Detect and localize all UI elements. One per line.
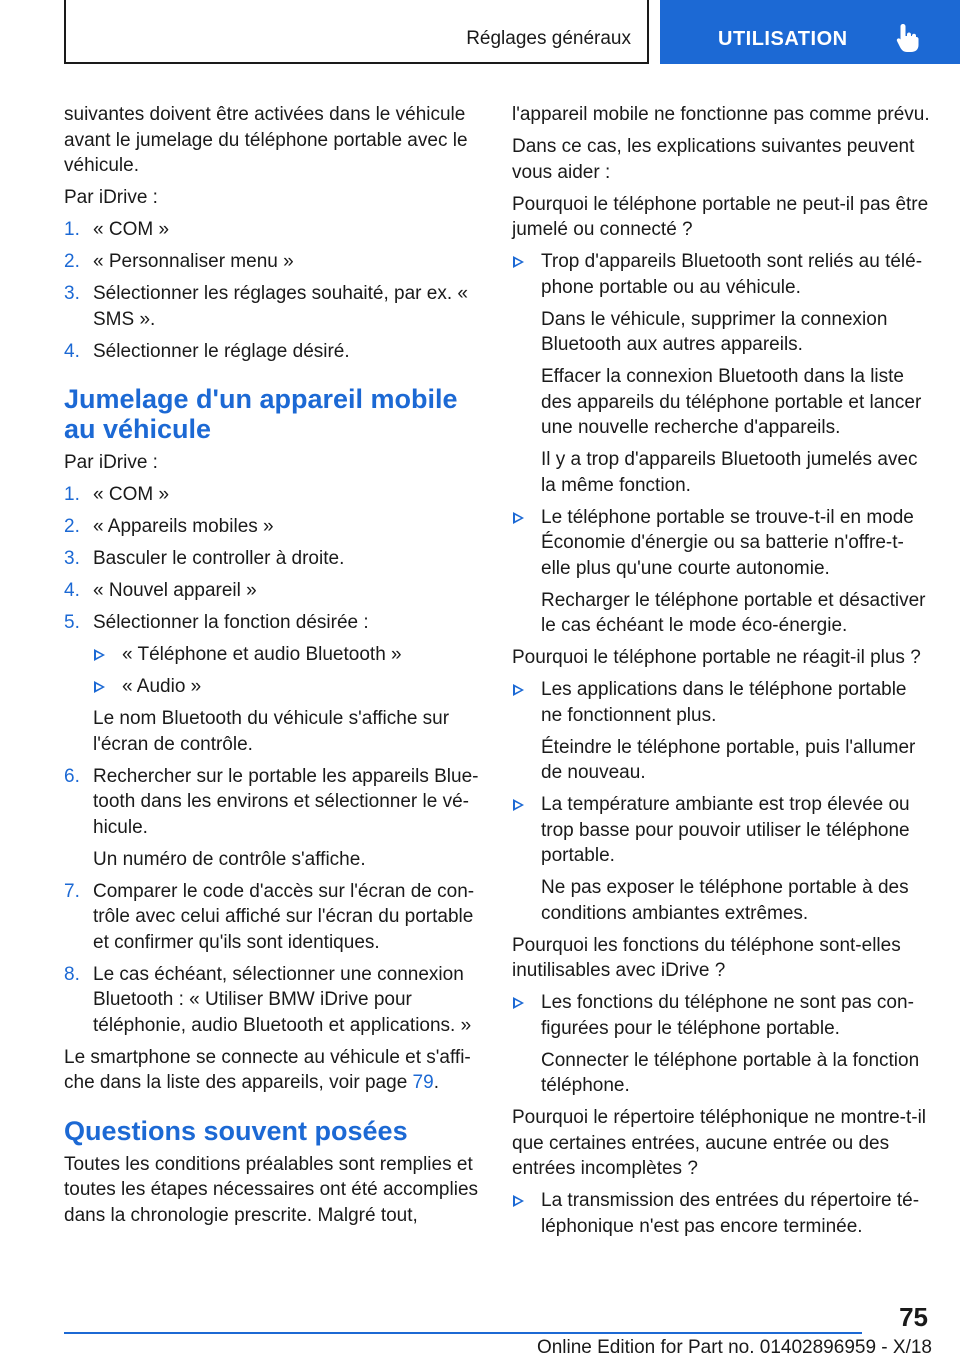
header-chapter-title: UTILISATION: [718, 28, 848, 50]
paragraph: Par iDrive :: [64, 452, 158, 473]
list-text: Sélectionner la fonction désirée :: [93, 612, 369, 633]
pointing-hand-icon: [894, 22, 922, 54]
list-item: [64, 962, 480, 1039]
list-item: [64, 546, 480, 572]
bullet-text: Les fonctions du téléphone ne sont pas configurées pour le téléphone portable.: [541, 992, 914, 1039]
bullet-item: [93, 642, 480, 668]
bullet-item: [512, 249, 930, 498]
right-column: [512, 102, 930, 1246]
list-text: Sélectionner le réglage désiré.: [93, 340, 350, 362]
bullet-item: [512, 1188, 930, 1239]
sub-paragraph: Connecter le téléphone portable à la fonction téléphone.: [541, 1049, 920, 1096]
sub-paragraph: Éteindre le téléphone portable, puis l'allumer de nouveau.: [541, 736, 916, 783]
bullet-item: [512, 792, 930, 926]
left-column: [64, 102, 480, 1235]
triangle-bullet-icon: [94, 681, 105, 693]
list-number: 2.: [64, 516, 80, 537]
question: Pourquoi les fonctions du téléphone sont-elles inutilisables avec iDrive ?: [512, 934, 901, 981]
list-item: [64, 482, 480, 508]
list-number: 4.: [64, 340, 80, 362]
bullet-item: [512, 505, 930, 639]
sub-paragraph: Il y a trop d'appareils Bluetooth jumelés avec la même fonction.: [541, 449, 918, 496]
sub-paragraph: Dans le véhicule, supprimer la connexion Bluetooth aux autres appareils.: [541, 308, 888, 355]
list-number: 8.: [64, 963, 80, 985]
list-number: 4.: [64, 580, 80, 601]
bullet-text: « Téléphone et audio Bluetooth »: [122, 644, 402, 665]
question: Pourquoi le téléphone portable ne réagit-il plus ?: [512, 647, 921, 668]
paragraph: Toutes les conditions préalables sont remplies et toutes les étapes nécessaires ont été accomplies dans la chronologie prescrite. Malgré tout,: [64, 1153, 479, 1226]
triangle-bullet-icon: [513, 799, 524, 811]
header-section-title: Réglages généraux: [466, 28, 631, 49]
section-heading: Jumelage d'un appareil mobile au véhicule: [64, 384, 458, 444]
list-text: Basculer le controller à droite.: [93, 548, 345, 569]
bullet-text: Trop d'appareils Bluetooth sont reliés au téléphone portable ou au véhicule.: [541, 251, 923, 298]
footer-edition: Online Edition for Part no. 01402896959 - X/18: [536, 1337, 932, 1358]
list-text: « COM »: [93, 484, 170, 505]
list-number: 7.: [64, 880, 80, 902]
list-text: « Appareils mobiles »: [93, 516, 274, 537]
list-text: Le cas échéant, sélectionner une connexion Bluetooth : « Utiliser BMW iDrive pour téléphonie, audio Bluetooth et applications. »: [93, 963, 472, 1036]
sub-paragraph: Un numéro de contrôle s'affiche.: [93, 848, 366, 870]
list-item: [64, 339, 480, 365]
footer-divider: [64, 1332, 862, 1334]
list-text: Comparer le code d'accès sur l'écran de contrôle avec celui affiché sur l'écran du portable et confirmer qu'ils sont identiques.: [93, 880, 475, 953]
question: Pourquoi le téléphone portable ne peut-il pas être jumelé ou connecté ?: [512, 193, 929, 240]
list-item: [64, 217, 480, 243]
triangle-bullet-icon: [513, 997, 524, 1009]
bullet-item: [512, 990, 930, 1099]
question: Pourquoi le répertoire téléphonique ne montre-t-il que certaines entrées, aucune entrée ou des entrées incomplètes ?: [512, 1107, 927, 1179]
triangle-bullet-icon: [513, 512, 524, 524]
paragraph: [64, 1045, 480, 1096]
sub-paragraph: Le nom Bluetooth du véhicule s'affiche sur l'écran de contrôle.: [93, 708, 450, 755]
paragraph: Par iDrive :: [64, 187, 158, 208]
sub-paragraph: Effacer la connexion Bluetooth dans la liste des appareils du téléphone portable et lancer une nouvelle recherche d'appareils.: [541, 366, 922, 438]
bullet-text: La température ambiante est trop élevée ou trop basse pour pouvoir utiliser le téléphone portable.: [541, 794, 910, 866]
list-number: 1.: [64, 219, 80, 240]
list-item: [64, 514, 480, 540]
bullet-text: « Audio »: [122, 676, 202, 697]
paragraph: Dans ce cas, les explications suivantes peuvent vous aider :: [512, 136, 915, 183]
paragraph: l'appareil mobile ne fonctionne pas comme prévu.: [512, 104, 930, 125]
list-item: [64, 610, 480, 757]
list-item: [64, 879, 480, 956]
bullet-text: Les applications dans le téléphone portable ne fonctionnent plus.: [541, 679, 907, 726]
triangle-bullet-icon: [513, 1195, 524, 1207]
list-text: Sélectionner les réglages souhaité, par ex. « SMS ».: [93, 283, 468, 330]
page-number: 75: [899, 1302, 928, 1332]
list-item: [64, 764, 480, 873]
list-text: « Nouvel appareil »: [93, 580, 257, 601]
list-number: 1.: [64, 484, 80, 505]
list-number: 3.: [64, 548, 80, 569]
sub-paragraph: Recharger le téléphone portable et désactiver le cas échéant le mode éco-énergie.: [541, 589, 926, 636]
list-item: [64, 249, 480, 275]
page-link[interactable]: 79: [412, 1072, 434, 1093]
list-number: 5.: [64, 612, 80, 633]
header-section-box: [64, 0, 649, 64]
header-chapter-tab: [660, 0, 960, 64]
list-item: [64, 578, 480, 604]
bullet-item: [512, 677, 930, 786]
bullet-text: La transmission des entrées du répertoire téléphonique n'est pas encore terminée.: [541, 1190, 920, 1237]
list-text: « Personnaliser menu »: [93, 251, 294, 272]
triangle-bullet-icon: [94, 649, 105, 661]
triangle-bullet-icon: [513, 256, 524, 268]
section-heading: Questions souvent posées: [64, 1115, 408, 1146]
paragraph-text: Le smartphone se connecte au véhicule et s'affiche dans la liste des appareils, voir page: [64, 1046, 471, 1093]
list-number: 3.: [64, 283, 80, 304]
sub-paragraph: Ne pas exposer le téléphone portable à des conditions ambiantes extrêmes.: [541, 877, 909, 924]
list-text: Rechercher sur le portable les appareils Bluetooth dans les environs et sélectionner le véhicule.: [93, 765, 479, 838]
triangle-bullet-icon: [513, 684, 524, 696]
list-text: « COM »: [93, 219, 170, 240]
list-number: 6.: [64, 765, 80, 787]
bullet-text: Le téléphone portable se trouve-t-il en mode Économie d'énergie ou sa batterie n'offre-t-elle plus qu'une courte autonomie.: [541, 506, 914, 579]
bullet-item: [93, 674, 480, 700]
paragraph-text: .: [433, 1072, 439, 1093]
list-item: [64, 281, 480, 332]
paragraph: suivantes doivent être activées dans le véhicule avant le jumelage du téléphone portable avec le véhicule.: [64, 104, 468, 176]
list-number: 2.: [64, 251, 80, 272]
